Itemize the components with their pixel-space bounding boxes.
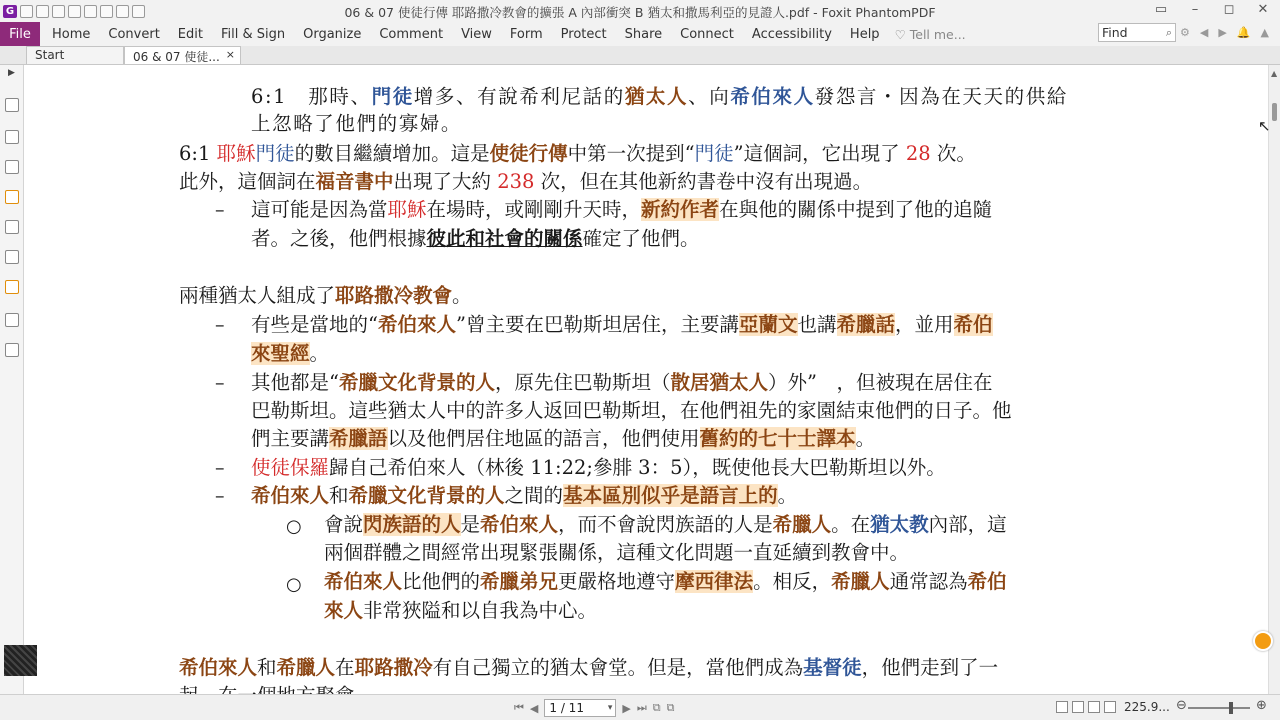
- text-run: 使徒保羅: [251, 456, 330, 479]
- text-run: 的數目繼續增加。這是: [294, 142, 490, 165]
- menu-convert[interactable]: Convert: [108, 26, 160, 42]
- text-run: 非常狹隘和以自我為中心。: [363, 599, 598, 622]
- bullet-dash: –: [215, 199, 225, 221]
- security-icon[interactable]: [5, 280, 19, 294]
- text-run: 有些是當地的“: [251, 313, 378, 336]
- text-run: 次。: [930, 142, 976, 165]
- text-run: 。: [855, 427, 876, 450]
- document-tabs: [0, 46, 1280, 65]
- text-run: ，原先住巴勒斯坦（: [495, 371, 671, 394]
- minimize-button[interactable]: –: [1191, 2, 1199, 17]
- page-navigation: [514, 699, 674, 717]
- bullet-dash: –: [215, 485, 225, 507]
- text-run: 希伯來人: [730, 85, 815, 108]
- text-run: 舊約的七十士譯本: [699, 427, 856, 450]
- text-run: 這可能是因為當: [251, 198, 388, 221]
- text-run: 和: [257, 656, 277, 679]
- text-run: 門徒: [694, 142, 734, 165]
- text-run: 和: [329, 484, 349, 507]
- menu-protect[interactable]: Protect: [560, 26, 607, 42]
- bullet-line: [251, 482, 797, 510]
- text-run: 以及他們居住地區的語言，他們使用: [387, 427, 700, 450]
- text-run: 基本區別似乎是語言上的: [563, 484, 778, 507]
- text-run: 比他們的: [402, 570, 481, 593]
- text-run: 有自己獨立的猶太會堂。但是，當他們成為: [432, 656, 804, 679]
- text-run: 希臘人: [831, 570, 890, 593]
- text-run: 希臘弟兄: [480, 570, 559, 593]
- menu-share[interactable]: Share: [624, 26, 663, 42]
- text-run: 。: [452, 284, 472, 307]
- text-run: 次，但在其他新約書卷中沒有出現過。: [534, 170, 873, 193]
- text-run: ，並用: [895, 313, 954, 336]
- bullet-circle: ○: [286, 574, 302, 595]
- sub-bullet-line: [324, 511, 1007, 539]
- text-run: 確定了他們。: [582, 227, 700, 250]
- zoom-out-icon[interactable]: ⊖: [1176, 698, 1187, 713]
- bullet-circle: ○: [286, 516, 302, 537]
- text-run: 彼此和社會的關係: [426, 227, 583, 250]
- tab-document[interactable]: [124, 46, 241, 64]
- sub-bullet-line: [324, 568, 1007, 596]
- text-run: 出現了大約: [393, 170, 498, 193]
- text-run: 在場時，或剛剛升天時，: [426, 198, 642, 221]
- text-run: 來人: [324, 599, 364, 622]
- zoom-slider-handle[interactable]: [1229, 702, 1233, 714]
- continuous-page-icon[interactable]: [1072, 701, 1084, 713]
- status-bar: [0, 694, 1280, 720]
- lightbulb-icon: ♡: [894, 26, 910, 42]
- back-icon[interactable]: ◀: [1199, 26, 1209, 39]
- bookmarks-icon[interactable]: [5, 190, 19, 204]
- menu-edit[interactable]: Edit: [177, 26, 203, 42]
- notification-icon[interactable]: 🔔: [1236, 26, 1251, 39]
- text-run: 歸自己希伯來人（林後 11:22;參腓 3：5），既使他長大巴勒斯坦以外。: [329, 456, 946, 479]
- close-button[interactable]: ✕: [1257, 2, 1269, 17]
- bullet-line: [251, 340, 329, 368]
- text-run: 希臘文化背景的人: [348, 484, 505, 507]
- text-run: 使徒行傳: [489, 142, 568, 165]
- sub-bullet-line: 兩個群體之間經常出現緊張關係，這種文化問題一直延續到教會中。: [324, 541, 910, 564]
- bullet-dash: –: [215, 372, 225, 394]
- ribbon-tabs: [0, 22, 1280, 46]
- text-run: 此外，這個詞在: [179, 170, 316, 193]
- text-run: 耶路撒冷: [354, 656, 433, 679]
- text-run: 、向: [688, 85, 731, 108]
- quick-access-toolbar: [0, 5, 145, 18]
- tab-start-label: Start: [35, 48, 65, 62]
- search-icon[interactable]: ⌕: [1165, 26, 1172, 39]
- save-icon[interactable]: [36, 5, 49, 18]
- text-run: ，他們走到了一: [861, 656, 999, 679]
- text-run: 。: [309, 342, 330, 365]
- vertical-scrollbar[interactable]: [1268, 65, 1280, 694]
- text-run: 希伯來人: [251, 484, 330, 507]
- paragraph-line: [179, 654, 998, 682]
- text-run: 在與他的關係中提到了他的追隨: [719, 198, 993, 221]
- title-bar: [0, 0, 1280, 22]
- view-mode-icons: [1056, 701, 1116, 713]
- text-run: 希伯來人: [324, 570, 403, 593]
- open-icon[interactable]: [20, 5, 33, 18]
- text-run: 亞蘭文: [738, 313, 798, 336]
- menu-view[interactable]: View: [461, 26, 492, 42]
- text-run: 。在: [831, 513, 871, 536]
- menu-accessibility[interactable]: Accessibility: [751, 26, 832, 42]
- text-run: 希伯來人: [179, 656, 258, 679]
- paragraph-line: [179, 168, 872, 196]
- find-input[interactable]: [1098, 23, 1176, 42]
- window-controls: [1144, 0, 1280, 22]
- bullet-line: [251, 196, 992, 224]
- previous-view-icon[interactable]: ⧉: [652, 701, 661, 714]
- tab-start[interactable]: [26, 46, 124, 64]
- text-run: 之間的: [504, 484, 564, 507]
- new-icon[interactable]: [68, 5, 81, 18]
- maximize-button[interactable]: ◻: [1223, 2, 1235, 17]
- text-run: 內部，這: [928, 513, 1007, 536]
- text-run: 希臘話: [836, 313, 896, 336]
- menu-connect[interactable]: Connect: [680, 26, 734, 42]
- pages-icon[interactable]: [5, 98, 19, 112]
- find-placeholder: Find: [1102, 25, 1128, 40]
- text-run: 散居猶太人: [670, 371, 769, 394]
- text-run: 中第一次提到“: [567, 142, 695, 165]
- last-page-icon[interactable]: ⏭: [636, 701, 647, 714]
- tell-me-label: Tell me...: [909, 26, 966, 42]
- print-icon[interactable]: [52, 5, 65, 18]
- close-tab-icon[interactable]: ×: [225, 48, 235, 61]
- text-run: 耶穌: [387, 198, 427, 221]
- zoom-in-icon[interactable]: ⊕: [1256, 698, 1267, 713]
- bullet-line: [251, 369, 993, 397]
- text-run: 。相反，: [753, 570, 832, 593]
- thumbnails-icon[interactable]: [5, 130, 19, 144]
- bullet-line: 巴勒斯坦。這些猶太人中的許多人返回巴勒斯坦，在他們祖先的家園結束他們的日子。他: [251, 399, 1012, 422]
- text-run: 猶太教: [870, 513, 929, 536]
- text-run: 通常認為: [889, 570, 968, 593]
- text-run: 希臘文化背景的人: [338, 371, 495, 394]
- tools-icon[interactable]: [5, 343, 19, 357]
- next-view-icon[interactable]: ⧉: [666, 701, 675, 714]
- window-title: 06 & 07 使徒行傳 耶路撒冷教會的擴張 A 內部衝突 B 猶太和撒馬利亞的見證人.pdf - Foxit PhantomPDF: [344, 5, 936, 20]
- text-run: 在: [335, 656, 355, 679]
- text-run: ”這個詞，它出現了: [733, 142, 906, 165]
- text-run: 者。之後，他們根據: [251, 227, 427, 250]
- text-run: 238: [497, 170, 535, 193]
- text-run: ）外” ，但被現在居住在: [768, 371, 993, 394]
- text-run: 6:1: [179, 142, 217, 165]
- tell-me-input[interactable]: [895, 27, 966, 42]
- text-run: 也講: [797, 313, 837, 336]
- text-run: 會說: [324, 513, 364, 536]
- bullet-dash: –: [215, 457, 225, 479]
- redo-icon[interactable]: [116, 5, 129, 18]
- menu-form[interactable]: Form: [509, 26, 543, 42]
- layers-icon[interactable]: [5, 160, 19, 174]
- text-run: 來聖經: [251, 342, 310, 365]
- text-run: 增多、有說希利尼話的: [413, 85, 625, 108]
- verse-line: [251, 83, 1068, 111]
- signatures-icon[interactable]: [5, 250, 19, 264]
- file-menu[interactable]: File: [0, 22, 40, 46]
- text-run: 門徒: [371, 85, 414, 108]
- text-run: ，而不會說閃族語的人是: [558, 513, 773, 536]
- scroll-up-icon[interactable]: ▲: [1271, 69, 1278, 78]
- undo-icon[interactable]: [100, 5, 113, 18]
- text-run: 新約作者: [641, 198, 720, 221]
- text-run: 是: [460, 513, 481, 536]
- text-run: 28: [905, 142, 931, 165]
- bullet-line: [251, 425, 875, 453]
- text-run: 更嚴格地遵守: [558, 570, 676, 593]
- collapse-icon[interactable]: ▲: [1260, 26, 1269, 39]
- bullet-line: [251, 311, 993, 339]
- zoom-slider[interactable]: [1188, 707, 1250, 709]
- verse-line: 上忽略了他們的寡婦。: [251, 112, 463, 135]
- menu-fill-sign[interactable]: Fill & Sign: [220, 26, 286, 42]
- continuous-facing-icon[interactable]: [1104, 701, 1116, 713]
- left-navigation-panel: [0, 65, 24, 708]
- toolbar-right-icons: [1180, 26, 1269, 39]
- text-run: 希臘人: [772, 513, 832, 536]
- text-run: 希臘語: [329, 427, 388, 450]
- text-run: 兩種猶太人組成了: [179, 284, 336, 307]
- bullet-line: [251, 454, 946, 482]
- text-run: 們主要講: [251, 427, 330, 450]
- prev-page-icon[interactable]: ◀: [529, 701, 539, 715]
- menu-comment[interactable]: Comment: [379, 26, 444, 42]
- page-number-value: 1 / 11: [549, 701, 584, 715]
- text-run: 希伯來人: [480, 513, 559, 536]
- text-run: 福音書中: [315, 170, 394, 193]
- menu-organize[interactable]: Organize: [303, 26, 362, 42]
- text-run: 猶太人: [624, 85, 689, 108]
- text-run: 希伯: [953, 313, 993, 336]
- bullet-dash: –: [215, 314, 225, 336]
- tab-document-label: 06 & 07 使徒...: [133, 50, 220, 64]
- menu-home[interactable]: Home: [52, 26, 91, 42]
- document-page: [25, 65, 1268, 694]
- text-run: 摩西律法: [675, 570, 754, 593]
- hand-tool-icon[interactable]: [132, 5, 145, 18]
- text-run: 希臘人: [276, 656, 336, 679]
- mouse-cursor-icon: ↖: [1258, 117, 1271, 135]
- assistant-icon[interactable]: [1253, 631, 1273, 651]
- text-run: 希伯: [967, 570, 1007, 593]
- text-run: 耶穌: [216, 142, 256, 165]
- single-page-icon[interactable]: [1056, 701, 1068, 713]
- paragraph-line: [179, 282, 472, 310]
- text-run: 其他都是“: [251, 371, 339, 394]
- text-run: 閃族語的人: [363, 513, 461, 536]
- ribbon-toggle-button[interactable]: ▭: [1154, 2, 1168, 17]
- chevron-down-icon[interactable]: ▾: [607, 703, 613, 713]
- pdf-icon[interactable]: [84, 5, 97, 18]
- settings-icon[interactable]: ⚙: [1180, 26, 1190, 39]
- menu-help[interactable]: Help: [849, 26, 880, 42]
- text-run: ”曾主要在巴勒斯坦居住，主要講: [456, 313, 739, 336]
- text-run: 。: [777, 484, 798, 507]
- facing-page-icon[interactable]: [1088, 701, 1100, 713]
- page-number-input[interactable]: [544, 699, 616, 717]
- attachments-icon[interactable]: [5, 220, 19, 234]
- text-run: 希伯來人: [377, 313, 456, 336]
- expand-panel-icon[interactable]: ▶: [8, 68, 15, 78]
- paragraph-line: [179, 140, 976, 168]
- overlay-widget[interactable]: [4, 645, 37, 676]
- forward-icon[interactable]: ▶: [1218, 26, 1227, 39]
- foxit-logo-icon: G: [3, 5, 17, 18]
- fields-icon[interactable]: [5, 313, 19, 327]
- text-run: 發怨言・因為在天天的供給: [814, 85, 1068, 108]
- text-run: 門徒: [255, 142, 295, 165]
- text-run: 6:1 那時、: [251, 85, 372, 108]
- first-page-icon[interactable]: ⏮: [514, 701, 524, 714]
- next-page-icon[interactable]: ▶: [622, 701, 631, 715]
- text-run: 耶路撒冷教會: [335, 284, 453, 307]
- scroll-thumb[interactable]: [1272, 103, 1277, 121]
- zoom-level[interactable]: 225.9...: [1124, 700, 1170, 714]
- bullet-line: [251, 225, 700, 253]
- sub-bullet-line: [324, 597, 597, 625]
- text-run: 基督徒: [803, 656, 862, 679]
